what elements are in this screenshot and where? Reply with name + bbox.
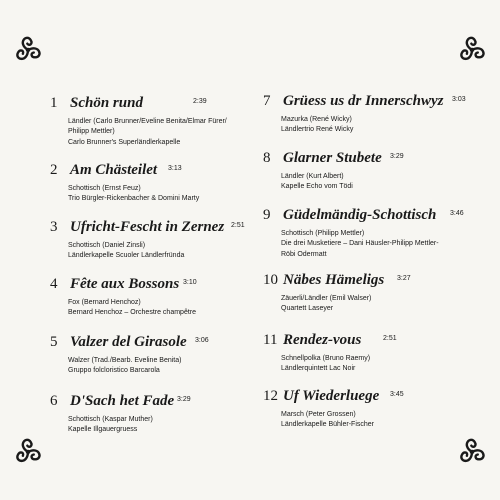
track-title: Valzer del Girasole	[70, 334, 187, 350]
track-duration: 3:45	[390, 391, 404, 398]
track-title: Rendez-vous	[283, 332, 362, 348]
track-duration: 3:27	[397, 275, 411, 282]
track-number: 6	[50, 393, 58, 409]
track-title: Schön rund	[70, 95, 143, 111]
credit-line: Walzer (Trad./Bearb. Eveline Benita)	[68, 357, 182, 364]
credit-line: Ländlerkapelle Bühler-Fischer	[281, 421, 374, 429]
track-duration: 3:13	[168, 165, 182, 172]
track-number: 9	[263, 207, 271, 223]
credit-line: Carlo Brunner's Superländlerkapelle	[68, 138, 181, 146]
credit-line: Die drei Musketiere – Dani Häusler-Philipp Mettler-	[281, 240, 439, 248]
triskele-ornament-icon	[8, 30, 48, 70]
track-credits	[68, 415, 153, 436]
credit-line: Schottisch (Ernst Feuz)	[68, 185, 141, 192]
track-credits	[281, 294, 371, 315]
credit-line: Schnellpolka (Bruno Raemy)	[281, 355, 371, 362]
track-number: 4	[50, 276, 58, 292]
credit-line: Ländler (Carlo Brunner/Eveline Benita/Elmar Fürer/	[68, 118, 227, 125]
credit-line: Schottisch (Kaspar Muther)	[68, 416, 153, 423]
credit-line: Ländlerquintett Lac Noir	[281, 365, 356, 373]
track-title: Fête aux Bossons	[70, 276, 180, 292]
track-number: 10	[263, 272, 278, 288]
track-number: 8	[263, 150, 271, 166]
track-title: Ufricht-Fescht in Zernez	[70, 219, 225, 235]
credit-line: Zäuerli/Ländler (Emil Walser)	[281, 295, 372, 302]
track-duration: 3:29	[390, 153, 404, 160]
credit-line: Quartett Laseyer	[281, 305, 334, 313]
track-credits	[68, 117, 227, 148]
triskele-ornament-icon	[452, 432, 492, 472]
credit-line: Ländlertrio René Wicky	[281, 126, 354, 134]
track-duration: 3:03	[452, 96, 466, 103]
track-credits	[281, 354, 370, 375]
track-title: Grüess us dr Innerschwyz	[283, 93, 444, 109]
credit-line: Fox (Bernard Henchoz)	[68, 299, 141, 306]
track-credits	[281, 410, 374, 431]
track-duration: 2:51	[231, 222, 245, 229]
credit-line: Bernard Henchoz – Orchestre champêtre	[68, 309, 197, 317]
track-credits	[281, 172, 353, 193]
credit-line: Marsch (Peter Grossen)	[281, 411, 356, 418]
triskele-ornament-icon	[8, 432, 48, 472]
credit-line: Mazurka (René Wicky)	[281, 116, 352, 123]
track-credits	[68, 298, 196, 319]
triskele-ornament-icon	[452, 30, 492, 70]
track-duration: 3:10	[183, 279, 197, 286]
credit-line: Röbi Odermatt	[281, 250, 327, 258]
track-title: D'Sach het Fade	[70, 393, 175, 409]
track-credits	[68, 356, 181, 377]
track-duration: 2:51	[383, 335, 397, 342]
track-number: 1	[50, 95, 58, 111]
credit-line: Schottisch (Philipp Mettler)	[281, 230, 365, 237]
track-number: 2	[50, 162, 58, 178]
credit-line: Ländlerkapelle Scuoler Ländlerfründa	[68, 252, 185, 260]
track-credits	[281, 115, 353, 136]
credit-line: Kapelle Illgauergruess	[68, 426, 138, 434]
credit-line: Trio Bürgler-Rickenbacher & Domini Marty	[68, 195, 200, 203]
track-title: Güdelmändig-Schottisch	[283, 207, 437, 223]
track-duration: 3:29	[177, 396, 191, 403]
track-number: 5	[50, 334, 58, 350]
track-duration: 3:06	[195, 337, 209, 344]
credit-line: Ländler (Kurt Albert)	[281, 173, 344, 180]
track-title: Uf Wiederluege	[283, 388, 380, 404]
track-number: 7	[263, 93, 271, 109]
credit-line: Kapelle Echo vom Tödi	[281, 183, 353, 191]
track-number: 12	[263, 388, 278, 404]
track-credits	[68, 184, 199, 205]
credit-line: Gruppo folcloristico Barcarola	[68, 367, 160, 375]
track-title: Am Chästeilet	[70, 162, 158, 178]
credit-line: Schottisch (Daniel Zinsli)	[68, 242, 146, 249]
track-duration: 3:46	[450, 210, 464, 217]
credit-line: Philipp Mettler)	[68, 128, 115, 136]
track-title: Glarner Stubete	[283, 150, 382, 166]
track-credits	[281, 229, 439, 260]
track-title: Näbes Hämeligs	[283, 272, 385, 288]
track-duration: 2:39	[193, 98, 207, 105]
track-number: 3	[50, 219, 58, 235]
track-credits	[68, 241, 184, 262]
track-number: 11	[263, 332, 278, 348]
